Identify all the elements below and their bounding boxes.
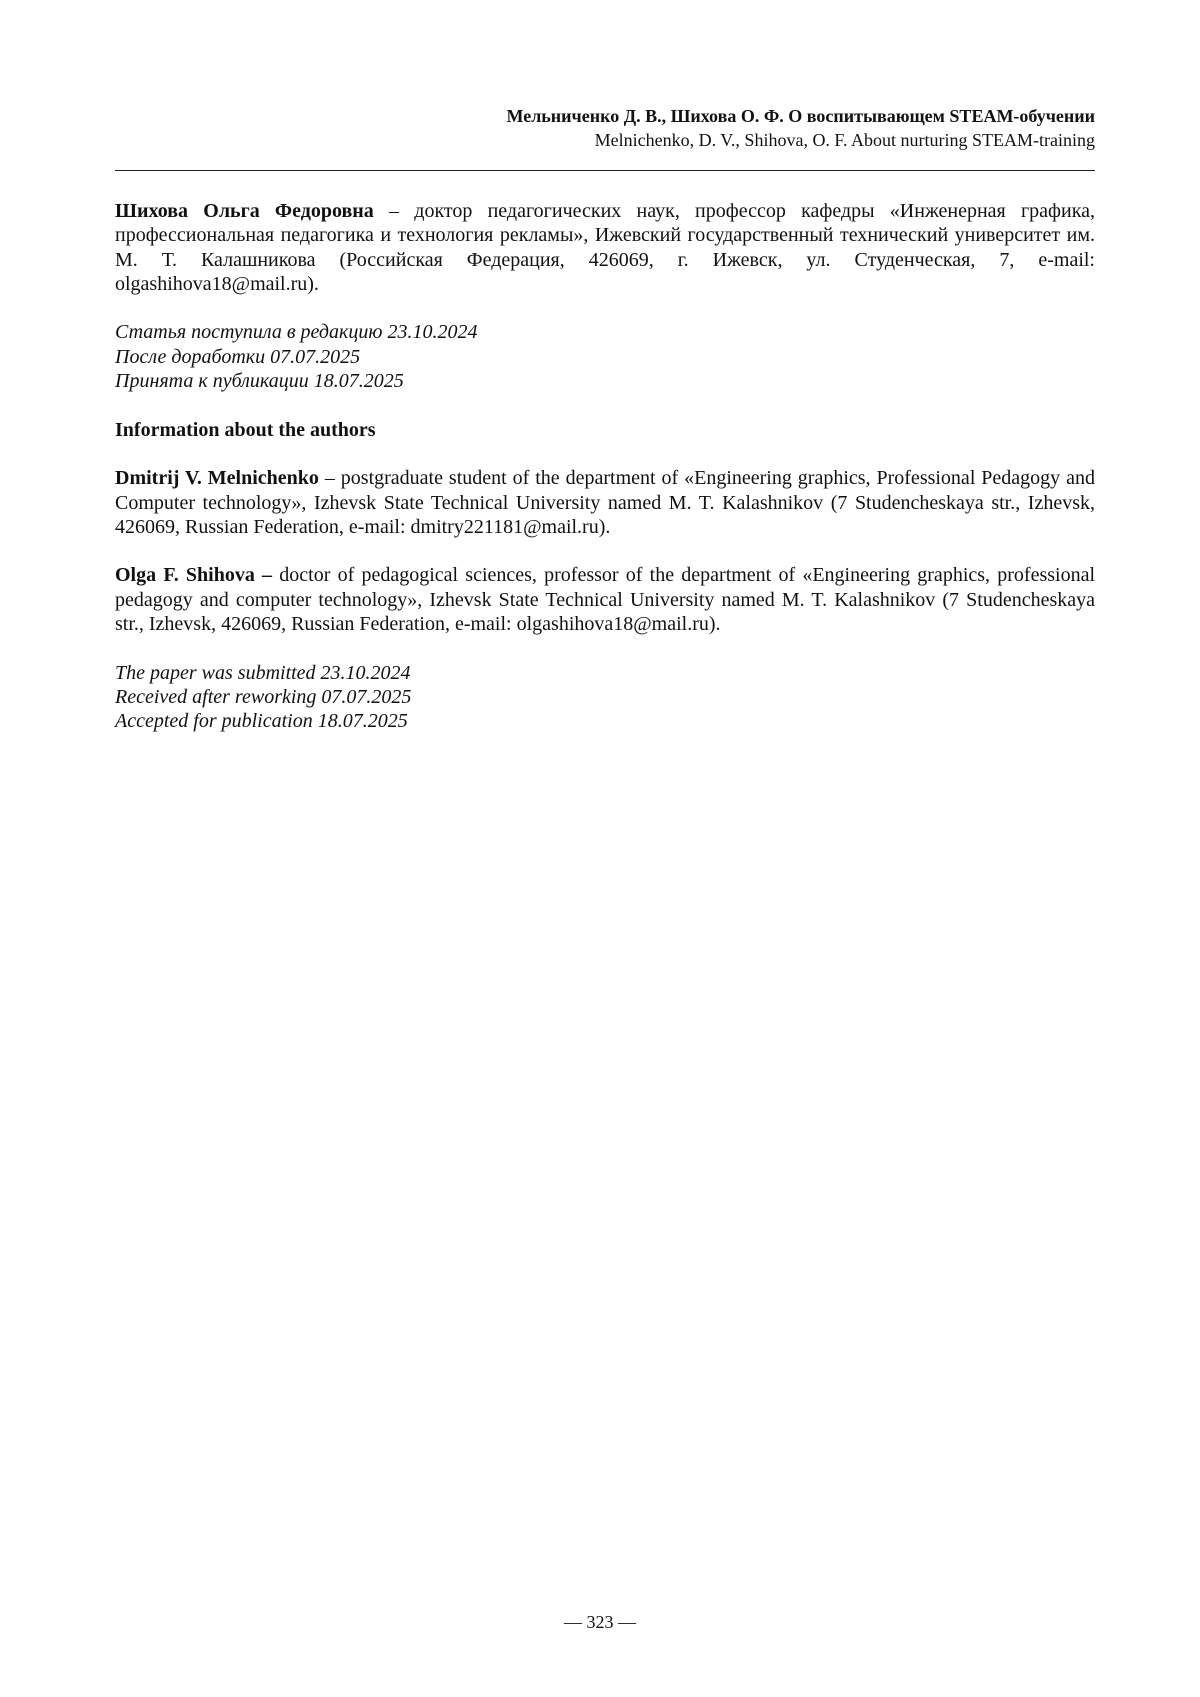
author-name-en-1: Dmitrij V. Melnichenko <box>115 467 319 490</box>
article-body <box>115 199 1095 734</box>
article-dates-en <box>115 661 1095 734</box>
author-name-en-2: Olga F. Shihova – <box>115 564 273 587</box>
date-accepted-ru: Принята к публикации 18.07.2025 <box>115 370 404 393</box>
date-submitted-en: The paper was submitted 23.10.2024 <box>115 661 411 684</box>
header-divider <box>115 170 1095 171</box>
running-header-title-en: Melnichenko, D. V., Shihova, O. F. About nurturing STEAM-training <box>594 130 1095 150</box>
author-description-en-1: – postgraduate student of the department of «Engineering graphics, Professional Pedagogy and Computer technology», Izhevsk State Technical University named M. T. Kalashnikov (7 Studencheskaya str., Izhevsk, 426069, Russian Federation, e-mail: dmitry221181@mail.ru). <box>115 467 1096 538</box>
author-description-en-2: doctor of pedagogical sciences, professor of the department of «Engineering graphics, professional pedagogy and computer technology», Izhevsk State Technical University named M. T. Kalashnikov (7 Studencheskaya str., Izhevsk, 426069, Russian Federation, e-mail: olgashihova18@mail.ru). <box>115 564 1095 636</box>
date-submitted-ru: Статья поступила в редакцию 23.10.2024 <box>115 321 478 344</box>
date-revised-ru: После доработки 07.07.2025 <box>115 345 361 368</box>
article-dates-ru <box>115 320 1095 393</box>
author-info-en-1 <box>115 466 1095 539</box>
running-header <box>115 104 1095 152</box>
author-description-ru: – доктор педагогических наук, профессор кафедры «Инженерная графика, профессиональная педагогика и технология рекламы», Ижевский государственный технический университет им. М. Т. Калашникова (Российская Федерация, 426069, г. Ижевск, ул. Студенческая, 7, e-mail: olgashihova18@mail.ru). <box>115 200 1095 295</box>
date-revised-en: Received after reworking 07.07.2025 <box>115 685 412 708</box>
section-heading-authors-en: Information about the authors <box>115 418 376 441</box>
author-info-en-2 <box>115 563 1095 636</box>
author-info-ru <box>115 199 1095 296</box>
running-header-title-ru: Мельниченко Д. В., Шихова О. Ф. О воспитывающем STEAM-обучении <box>506 106 1095 126</box>
author-name-ru: Шихова Ольга Федоровна <box>115 200 374 222</box>
date-accepted-en: Accepted for publication 18.07.2025 <box>115 710 408 733</box>
page-number: — 323 — <box>564 1612 636 1632</box>
